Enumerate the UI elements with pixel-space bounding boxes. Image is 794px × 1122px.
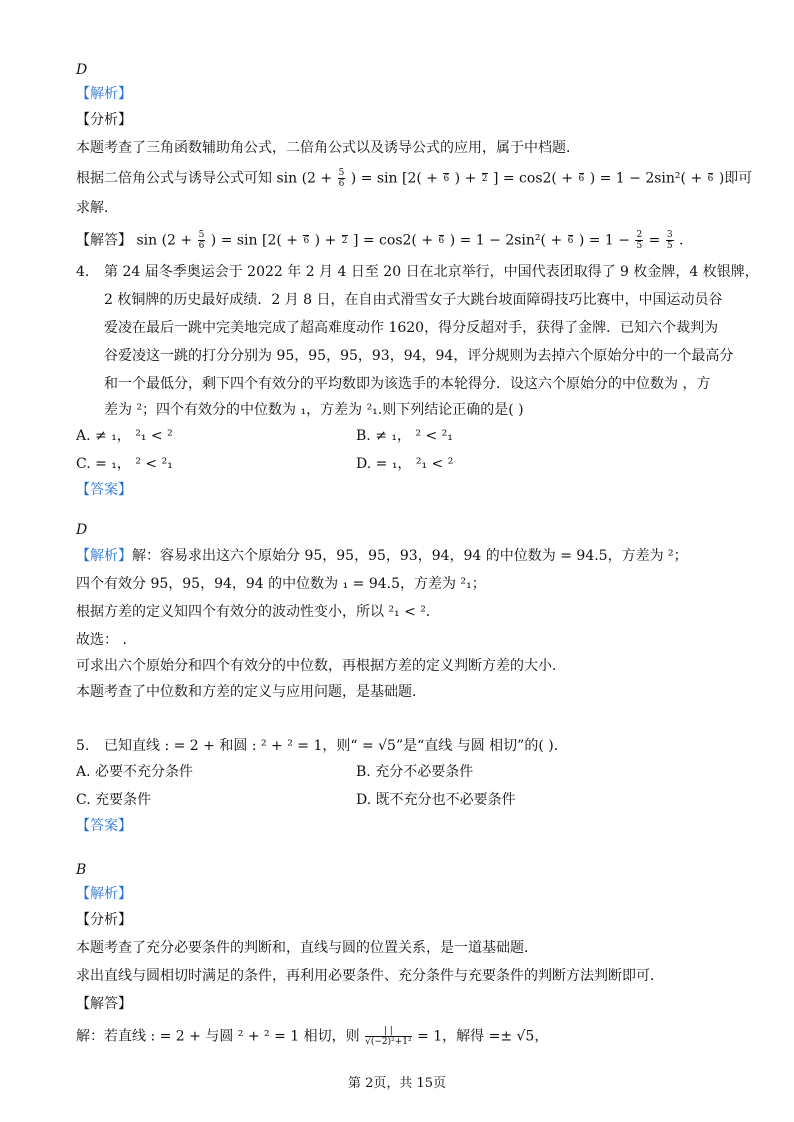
fraction <box>579 173 585 184</box>
q3-jieda-seg: sin (2 + <box>136 232 193 249</box>
option-text: = ₁， ²₁ < ² <box>371 456 454 472</box>
q5-jieda-seg: 解：若直线 : = 2 + 与圆 ² + ² = 1 相切，则 <box>76 1028 360 1045</box>
q3-jieda-seg: ) + <box>314 232 337 249</box>
option-label: A. <box>76 428 91 444</box>
q4-jiexi-tag: 【解析】 <box>76 548 132 564</box>
q4-sol-text: 解：容易求出这六个原始分 95，95，95，93，94，94 的中位数为 = 94.5，方差为 ²； <box>132 548 688 564</box>
q3-method-seg: ) + <box>454 170 477 187</box>
option-label: C. <box>76 792 91 808</box>
frac-num: 3 <box>666 230 673 240</box>
option-label: B. <box>356 428 371 444</box>
option-label: D. <box>356 792 372 808</box>
option-text: 必要不充分条件 <box>95 764 194 780</box>
q4-number: 4. <box>76 264 90 280</box>
q3-jieda-tag: 【解答】 <box>76 232 132 249</box>
option-text: = ₁， ² < ²₁ <box>90 456 173 472</box>
q5-daan-tag: 【答案】 <box>76 818 132 834</box>
frac-den: √(−2)²+1² <box>365 1037 412 1047</box>
frac-den: 6 <box>338 179 345 189</box>
frac-den: 2 <box>341 236 348 246</box>
q4-sol-line: 本题考查了中位数和方差的定义与应用问题，是基础题． <box>76 684 426 700</box>
option-text: ≠ ₁， ²₁ < ² <box>90 428 173 444</box>
q4-stem-line: 谷爱凌这一跳的打分分别为 95，95，95，93，94，94，评分规则为去掉六个原始分中的一个最高分 <box>104 348 734 364</box>
fraction <box>439 235 445 246</box>
q5-fenxi-line: 本题考查了充分必要条件的判断和，直线与圆的位置关系，是一道基础题． <box>76 940 538 956</box>
frac-num: 5 <box>338 168 345 178</box>
q3-method-seg: )即可 <box>718 170 753 187</box>
option-label: D. <box>356 456 372 472</box>
fraction <box>635 230 643 251</box>
frac-den: 6 <box>443 174 450 184</box>
option-text: 充要条件 <box>95 792 152 808</box>
q5-fenxi-line: 求出直线与圆相切时满足的条件，再利用必要条件、充分条件与充要条件的判断方法判断即可． <box>76 968 664 984</box>
q3-method-line2: 求解． <box>76 200 118 216</box>
q3-answer-letter: D <box>76 62 88 78</box>
fraction <box>568 235 574 246</box>
fraction <box>443 173 449 184</box>
q5-option-b <box>356 762 473 782</box>
q3-jieda-line <box>76 230 693 251</box>
page-footer: 第 2页，共 15页 <box>347 1076 447 1091</box>
frac-den: 6 <box>707 174 714 184</box>
q3-jieda-seg: ] = cos2( + <box>352 232 434 249</box>
fraction <box>482 173 488 184</box>
q5-number: 5. <box>76 738 90 754</box>
q4-sol-line: 根据方差的定义知四个有效分的波动性变小，所以 ²₁ < ²． <box>76 604 440 620</box>
q4-sol-line: 四个有效分 95，95，94，94 的中位数为 ₁ = 94.5，方差为 ²₁； <box>76 576 486 592</box>
frac-den: 6 <box>303 236 310 246</box>
q4-answer-letter: D <box>76 522 88 538</box>
frac-den: 6 <box>567 236 574 246</box>
frac-den: 2 <box>481 174 488 184</box>
q5-stem: 已知直线 : = 2 + 和圆 : ² + ² = 1，则“ = √5”是“直线 与圆 相切”的( )． <box>104 738 568 754</box>
fraction <box>365 1026 412 1047</box>
q3-fenxi-tag: 【分析】 <box>76 112 132 128</box>
q3-method-seg: ] = cos2( + <box>492 170 574 187</box>
q3-jiexi-tag: 【解析】 <box>76 86 132 102</box>
q5-jiexi-tag: 【解析】 <box>76 886 132 902</box>
q5-jieda-seg: = 1，解得 =± √5， <box>417 1028 549 1045</box>
q5-option-a <box>76 762 193 782</box>
q5-fenxi-tag: 【分析】 <box>76 912 132 928</box>
option-label: A. <box>76 764 91 780</box>
q4-option-d <box>356 454 453 474</box>
q4-option-a <box>76 426 173 446</box>
q4-stem-line: 差为 ²；四个有效分的中位数为 ₁，方差为 ²₁.则下列结论正确的是( ) <box>104 402 524 418</box>
q4-option-c <box>76 454 173 474</box>
fraction <box>338 168 346 189</box>
option-text: 充分不必要条件 <box>375 764 474 780</box>
fraction <box>303 235 309 246</box>
frac-den: 5 <box>666 241 673 251</box>
q4-daan-tag: 【答案】 <box>76 482 132 498</box>
frac-num: 2 <box>636 230 643 240</box>
q5-option-d <box>356 790 516 810</box>
q3-method-seg: ) = 1 − 2sin²( + <box>589 170 703 187</box>
q4-stem-line: 和一个最低分，剩下四个有效分的平均数即为该选手的本轮得分．设这六个原始分的中位数为 ，方 <box>104 376 711 392</box>
q5-jieda-line <box>76 1026 548 1047</box>
q4-sol-line: 可求出六个原始分和四个有效分的中位数，再根据方差的定义判断方差的大小． <box>76 658 566 674</box>
q4-stem-line: 第 24 届冬季奥运会于 2022 年 2 月 4 日至 20 日在北京举行，中国代表团取得了 9 枚金牌，4 枚银牌， <box>104 264 759 280</box>
q4-option-b <box>356 426 453 446</box>
q5-answer-letter: B <box>76 862 87 878</box>
q3-jieda-seg: ) = 1 − <box>578 232 631 249</box>
q3-fenxi-text: 本题考查了三角函数辅助角公式，二倍角公式以及诱导公式的应用，属于中档题． <box>76 140 580 156</box>
q5-jieda-tag: 【解答】 <box>76 996 132 1012</box>
frac-den: 6 <box>578 174 585 184</box>
q4-sol-line: 故选： ． <box>76 632 137 648</box>
q3-method-seg: 根据二倍角公式与诱导公式可知 sin (2 + <box>76 170 333 187</box>
frac-num: | | <box>365 1026 412 1037</box>
option-label: C. <box>76 456 91 472</box>
q3-jieda-seg: ) = sin [2( + <box>210 232 299 249</box>
q3-method-line1 <box>76 168 752 189</box>
frac-den: 6 <box>198 241 205 251</box>
fraction <box>198 230 206 251</box>
q3-jieda-seg: ． <box>679 232 694 249</box>
frac-den: 6 <box>438 236 445 246</box>
option-text: 既不充分也不必要条件 <box>375 792 516 808</box>
q3-method-seg: ) = sin [2( + <box>350 170 439 187</box>
option-text: ≠ ₁， ² < ²₁ <box>370 428 453 444</box>
option-label: B. <box>356 764 371 780</box>
q3-jieda-seg: = <box>648 232 661 249</box>
fraction <box>666 230 674 251</box>
q3-jieda-seg: ) = 1 − 2sin²( + <box>449 232 563 249</box>
q4-stem-line: 2 枚铜牌的历史最好成绩．2 月 8 日，在自由式滑雪女子大跳台坡面障碍技巧比赛中，中国运动员谷 <box>104 292 723 308</box>
q4-sol-line-1 <box>76 546 688 566</box>
frac-num: 5 <box>198 230 205 240</box>
fraction <box>708 173 714 184</box>
frac-den: 5 <box>636 241 643 251</box>
q4-stem-line: 爱凌在最后一跳中完美地完成了超高难度动作 1620，得分反超对手，获得了金牌．已知六个裁判为 <box>104 320 719 336</box>
q5-option-c <box>76 790 151 810</box>
fraction <box>342 235 348 246</box>
